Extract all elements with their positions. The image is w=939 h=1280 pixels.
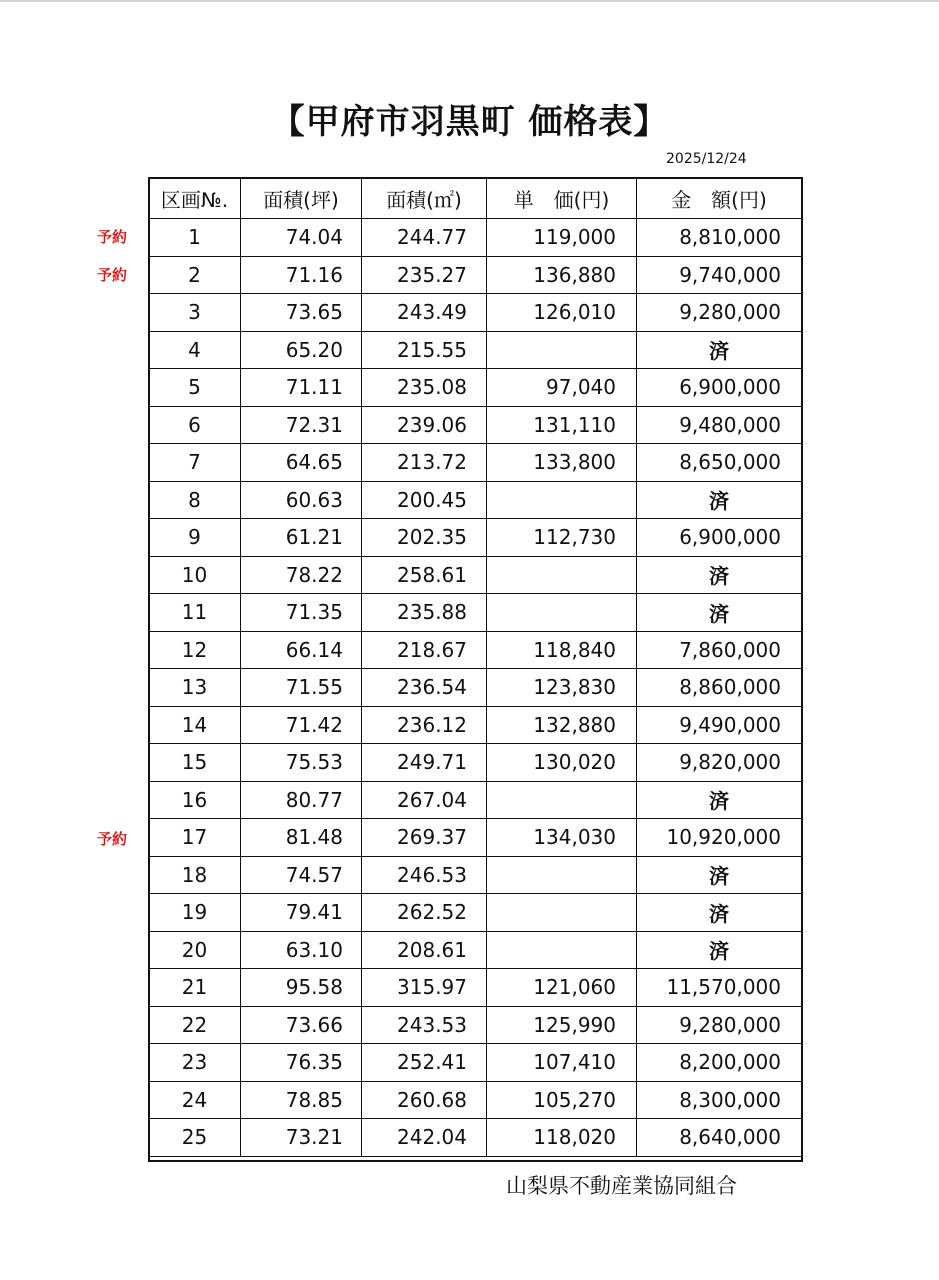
total-amount-cell: 9,280,000 [637, 294, 802, 332]
unit-price-cell: 126,010 [487, 294, 637, 332]
lot-number-cell: 25 [149, 1119, 241, 1157]
area-m2-cell: 252.41 [362, 1044, 487, 1082]
unit-price-cell [487, 781, 637, 819]
area-tsubo-cell: 78.85 [241, 1081, 362, 1119]
table-row [149, 481, 802, 519]
lot-number-cell: 9 [149, 519, 241, 557]
area-m2-cell: 243.49 [362, 294, 487, 332]
unit-price-cell: 136,880 [487, 256, 637, 294]
table-row [149, 444, 802, 482]
total-amount-cell: 8,810,000 [637, 219, 802, 257]
area-tsubo-cell: 79.41 [241, 894, 362, 932]
area-m2-cell: 236.54 [362, 669, 487, 707]
table-row [149, 931, 802, 969]
page-title: 【甲府市羽黒町 価格表】 [270, 102, 669, 142]
sold-mark-cell: 済 [637, 556, 802, 594]
area-m2-cell: 236.12 [362, 706, 487, 744]
unit-price-cell: 119,000 [487, 219, 637, 257]
area-m2-cell: 218.67 [362, 631, 487, 669]
unit-price-cell: 130,020 [487, 744, 637, 782]
area-m2-cell: 258.61 [362, 556, 487, 594]
unit-price-cell: 133,800 [487, 444, 637, 482]
table-row [149, 894, 802, 932]
area-m2-cell: 235.27 [362, 256, 487, 294]
area-tsubo-cell: 81.48 [241, 819, 362, 857]
area-tsubo-cell: 76.35 [241, 1044, 362, 1082]
area-m2-cell: 235.08 [362, 369, 487, 407]
area-tsubo-cell: 71.42 [241, 706, 362, 744]
reserved-label: 予約 [97, 265, 128, 284]
area-m2-cell: 269.37 [362, 819, 487, 857]
total-amount-cell: 10,920,000 [637, 819, 802, 857]
lot-number-cell: 4 [149, 331, 241, 369]
sold-mark-cell: 済 [637, 856, 802, 894]
table-header-row [149, 178, 802, 219]
table-row [149, 706, 802, 744]
lot-number-cell: 19 [149, 894, 241, 932]
unit-price-cell [487, 331, 637, 369]
document-date: 2025/12/24 [666, 151, 747, 167]
unit-price-cell [487, 894, 637, 932]
lot-number-cell: 18 [149, 856, 241, 894]
table-row [149, 406, 802, 444]
area-tsubo-cell: 74.04 [241, 219, 362, 257]
lot-number-cell: 1 [149, 219, 241, 257]
area-m2-cell: 244.77 [362, 219, 487, 257]
area-tsubo-cell: 71.35 [241, 594, 362, 632]
table-row [149, 744, 802, 782]
area-m2-cell: 267.04 [362, 781, 487, 819]
area-m2-cell: 262.52 [362, 894, 487, 932]
reserved-label: 予約 [97, 228, 128, 246]
lot-number-cell: 3 [149, 294, 241, 332]
area-tsubo-cell: 60.63 [241, 481, 362, 519]
area-tsubo-cell: 66.14 [241, 631, 362, 669]
unit-price-cell: 131,110 [487, 406, 637, 444]
unit-price-cell: 112,730 [487, 519, 637, 557]
lot-number-cell: 5 [149, 369, 241, 407]
sold-mark-cell: 済 [637, 481, 802, 519]
unit-price-cell: 97,040 [487, 369, 637, 407]
lot-number-cell: 14 [149, 706, 241, 744]
lot-number-cell: 13 [149, 669, 241, 707]
area-m2-cell: 235.88 [362, 594, 487, 632]
sold-mark-cell: 済 [637, 894, 802, 932]
total-amount-cell: 6,900,000 [637, 369, 802, 407]
lot-number-cell: 2 [149, 256, 241, 294]
table-row [149, 669, 802, 707]
total-amount-cell: 9,740,000 [637, 256, 802, 294]
table-row [149, 256, 802, 294]
lot-number-cell: 11 [149, 594, 241, 632]
unit-price-cell: 134,030 [487, 819, 637, 857]
table-row [149, 1119, 802, 1157]
total-amount-cell: 8,200,000 [637, 1044, 802, 1082]
unit-price-cell [487, 856, 637, 894]
table-row [149, 781, 802, 819]
table-row [149, 1044, 802, 1082]
area-m2-cell: 249.71 [362, 744, 487, 782]
area-tsubo-cell: 65.20 [241, 331, 362, 369]
area-tsubo-cell: 95.58 [241, 969, 362, 1007]
header-area-m2: 面積(㎡) [362, 178, 487, 219]
area-m2-cell: 243.53 [362, 1006, 487, 1044]
area-m2-cell: 260.68 [362, 1081, 487, 1119]
table-row [149, 519, 802, 557]
area-m2-cell: 213.72 [362, 444, 487, 482]
sold-mark-cell: 済 [637, 331, 802, 369]
unit-price-cell: 125,990 [487, 1006, 637, 1044]
area-tsubo-cell: 61.21 [241, 519, 362, 557]
total-amount-cell: 8,300,000 [637, 1081, 802, 1119]
sold-mark-cell: 済 [637, 931, 802, 969]
area-m2-cell: 246.53 [362, 856, 487, 894]
area-tsubo-cell: 75.53 [241, 744, 362, 782]
unit-price-cell [487, 556, 637, 594]
total-amount-cell: 9,280,000 [637, 1006, 802, 1044]
unit-price-cell: 118,020 [487, 1119, 637, 1157]
area-tsubo-cell: 73.21 [241, 1119, 362, 1157]
lot-number-cell: 17 [149, 819, 241, 857]
top-border-line [0, 0, 939, 2]
unit-price-cell [487, 481, 637, 519]
lot-number-cell: 20 [149, 931, 241, 969]
area-tsubo-cell: 71.11 [241, 369, 362, 407]
total-amount-cell: 11,570,000 [637, 969, 802, 1007]
sold-mark-cell: 済 [637, 594, 802, 632]
area-tsubo-cell: 63.10 [241, 931, 362, 969]
total-amount-cell: 9,490,000 [637, 706, 802, 744]
area-tsubo-cell: 64.65 [241, 444, 362, 482]
table-row [149, 1081, 802, 1119]
area-tsubo-cell: 78.22 [241, 556, 362, 594]
area-tsubo-cell: 71.16 [241, 256, 362, 294]
area-m2-cell: 215.55 [362, 331, 487, 369]
lot-number-cell: 23 [149, 1044, 241, 1082]
total-amount-cell: 8,640,000 [637, 1119, 802, 1157]
area-m2-cell: 315.97 [362, 969, 487, 1007]
unit-price-cell [487, 931, 637, 969]
lot-number-cell: 10 [149, 556, 241, 594]
total-amount-cell: 6,900,000 [637, 519, 802, 557]
table-row [149, 631, 802, 669]
unit-price-cell: 121,060 [487, 969, 637, 1007]
lot-number-cell: 8 [149, 481, 241, 519]
area-tsubo-cell: 72.31 [241, 406, 362, 444]
total-amount-cell: 8,650,000 [637, 444, 802, 482]
unit-price-cell: 123,830 [487, 669, 637, 707]
total-amount-cell: 8,860,000 [637, 669, 802, 707]
reserved-label: 予約 [97, 829, 128, 848]
lot-number-cell: 15 [149, 744, 241, 782]
table-row [149, 219, 802, 257]
area-m2-cell: 200.45 [362, 481, 487, 519]
lot-number-cell: 7 [149, 444, 241, 482]
lot-number-cell: 24 [149, 1081, 241, 1119]
table-row [149, 594, 802, 632]
lot-number-cell: 22 [149, 1006, 241, 1044]
table-row [149, 819, 802, 857]
table-row [149, 331, 802, 369]
unit-price-cell: 107,410 [487, 1044, 637, 1082]
table-row [149, 556, 802, 594]
sold-mark-cell: 済 [637, 781, 802, 819]
table-row [149, 369, 802, 407]
area-m2-cell: 239.06 [362, 406, 487, 444]
area-tsubo-cell: 73.65 [241, 294, 362, 332]
area-tsubo-cell: 74.57 [241, 856, 362, 894]
table-row [149, 1006, 802, 1044]
unit-price-cell [487, 594, 637, 632]
unit-price-cell: 118,840 [487, 631, 637, 669]
unit-price-cell: 105,270 [487, 1081, 637, 1119]
lot-number-cell: 6 [149, 406, 241, 444]
table-row [149, 294, 802, 332]
area-m2-cell: 242.04 [362, 1119, 487, 1157]
total-amount-cell: 7,860,000 [637, 631, 802, 669]
price-table [148, 177, 802, 1157]
lot-number-cell: 16 [149, 781, 241, 819]
lot-number-cell: 21 [149, 969, 241, 1007]
area-tsubo-cell: 71.55 [241, 669, 362, 707]
table-row [149, 856, 802, 894]
total-amount-cell: 9,480,000 [637, 406, 802, 444]
organization-name: 山梨県不動産業協同組合 [506, 1174, 737, 1198]
header-lot-number: 区画№. [149, 178, 241, 219]
unit-price-cell: 132,880 [487, 706, 637, 744]
header-total-amount: 金 額(円) [637, 178, 802, 219]
area-m2-cell: 202.35 [362, 519, 487, 557]
header-unit-price: 単 価(円) [487, 178, 637, 219]
total-amount-cell: 9,820,000 [637, 744, 802, 782]
header-area-tsubo: 面積(坪) [241, 178, 362, 219]
lot-number-cell: 12 [149, 631, 241, 669]
area-tsubo-cell: 73.66 [241, 1006, 362, 1044]
area-tsubo-cell: 80.77 [241, 781, 362, 819]
area-m2-cell: 208.61 [362, 931, 487, 969]
table-row [149, 969, 802, 1007]
